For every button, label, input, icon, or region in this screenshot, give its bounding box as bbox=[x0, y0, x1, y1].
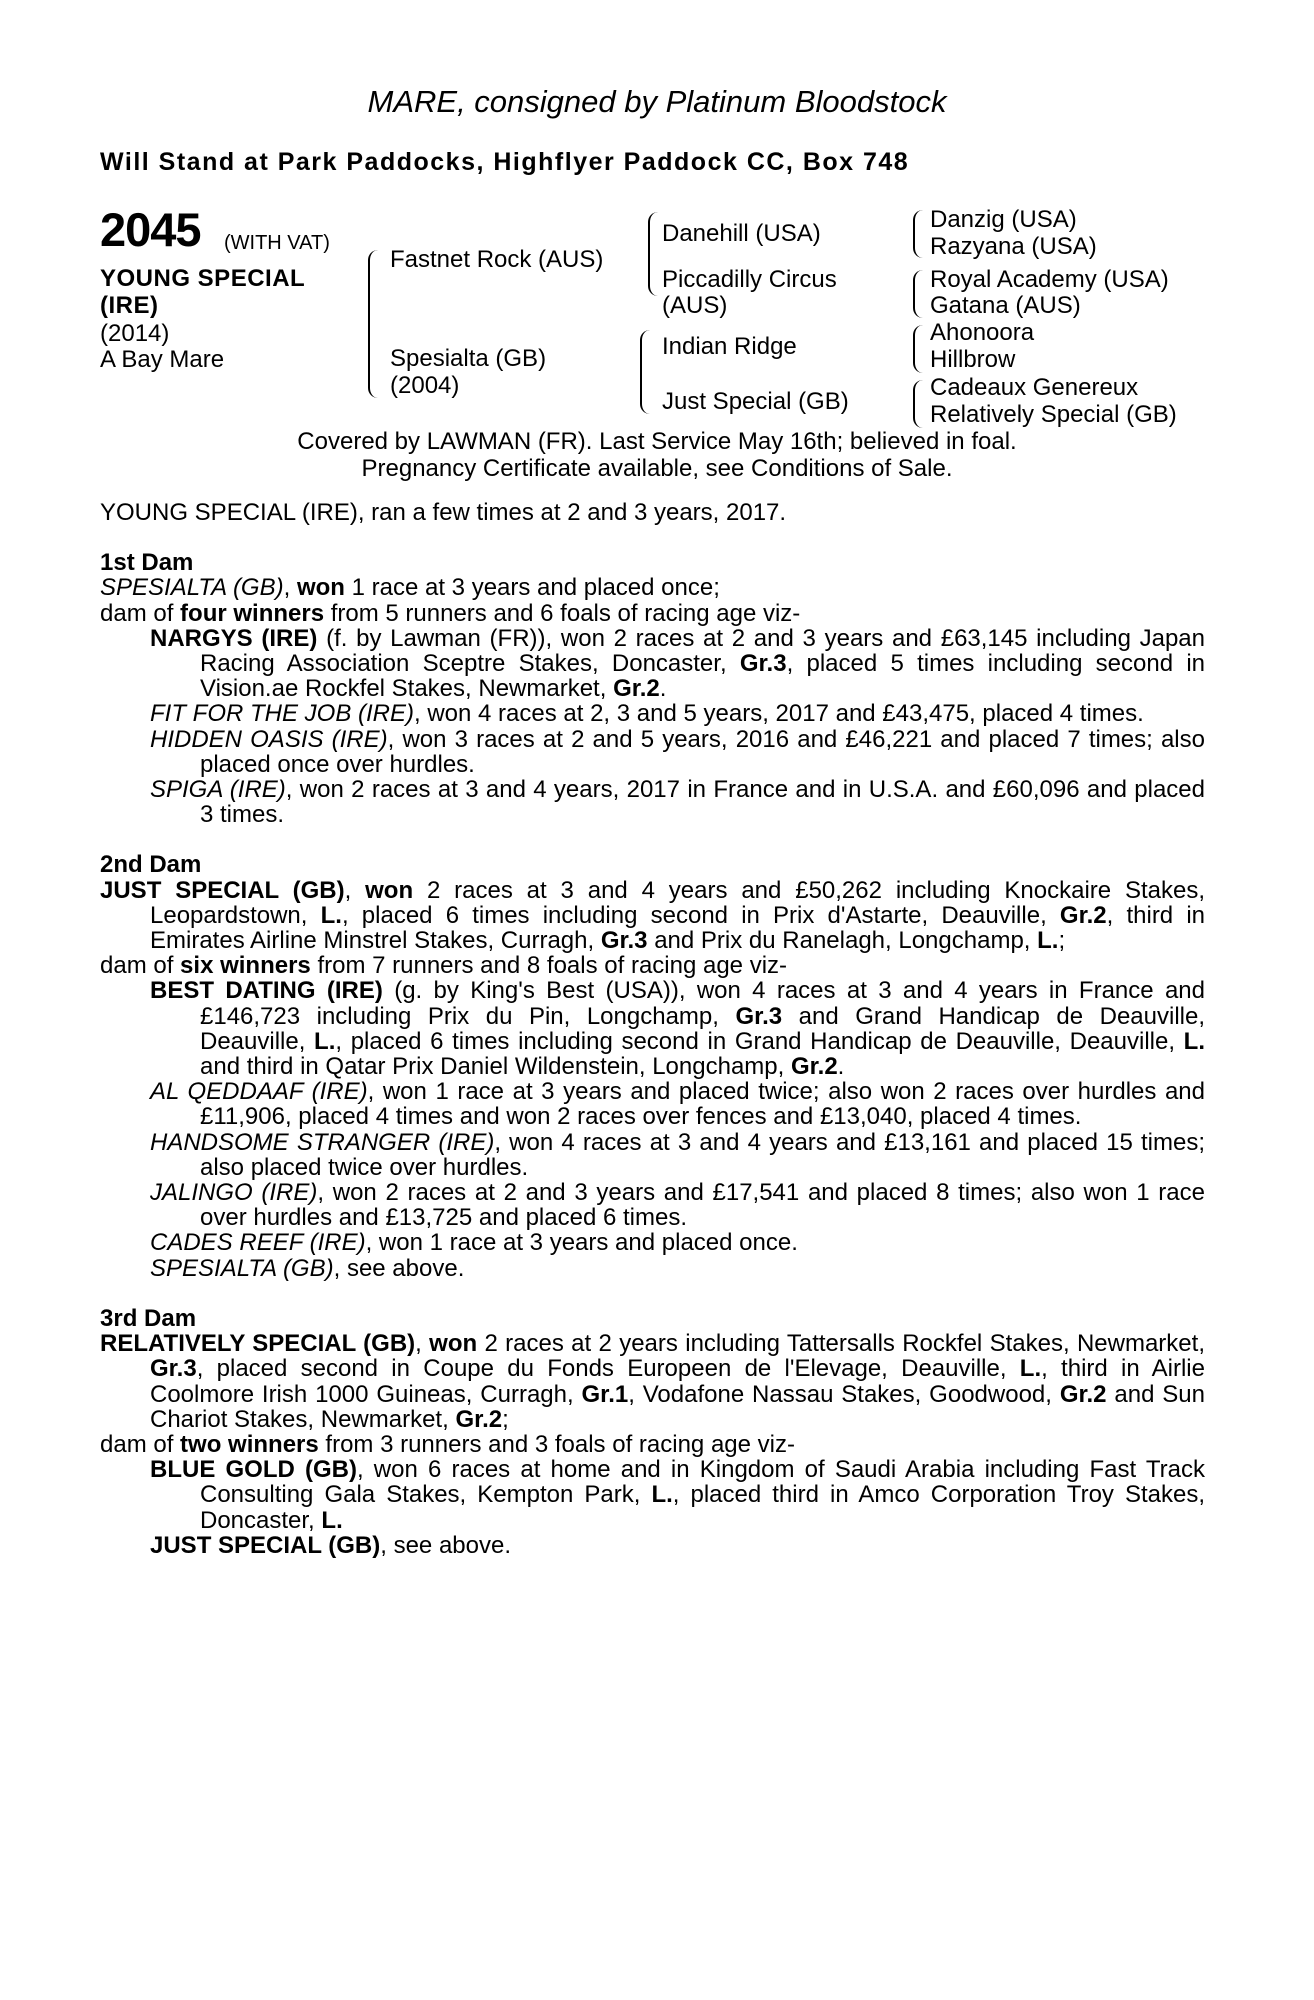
dam3-name: RELATIVELY SPECIAL (GB) bbox=[100, 1330, 416, 1358]
dam2-p1-e: . bbox=[837, 1053, 845, 1081]
pedigree-brace-1 bbox=[368, 250, 379, 398]
pedigree-g6: Hillbrow bbox=[930, 346, 1016, 373]
dam3-damof-post: from 3 runners and 3 foals of racing age viz- bbox=[318, 1430, 795, 1458]
foaling-year: (2014) bbox=[100, 320, 170, 347]
pedigree-g3: Royal Academy (USA) bbox=[930, 266, 1169, 293]
dam2-r-b: , placed 6 times including second in Prix d'Astarte, Deauville, bbox=[341, 901, 1060, 929]
pedigree-g7: Cadeaux Genereux bbox=[930, 374, 1139, 401]
dam2-p2-text: , won 1 race at 3 years and placed twice; also won 2 races over hurdles and £11,906, placed 4 times and won 2 races over fences and £13,040, placed 4 times. bbox=[200, 1078, 1205, 1131]
dam2-p6-name: SPESIALTA (GB) bbox=[150, 1254, 334, 1282]
dam2-winners: six winners bbox=[180, 952, 311, 980]
horse-name-main: YOUNG SPECIAL bbox=[100, 265, 306, 292]
dam2-p3-name: HANDSOME STRANGER (IRE) bbox=[150, 1128, 495, 1156]
dam2-p4-name: JALINGO (IRE) bbox=[150, 1179, 318, 1207]
dam1-damof-post: from 5 runners and 6 foals of racing age viz- bbox=[324, 599, 801, 627]
pedigree-dam-sire: Indian Ridge bbox=[662, 333, 797, 360]
pedigree-g2: Razyana (USA) bbox=[930, 233, 1097, 260]
pedigree-sire-sire: Danehill (USA) bbox=[662, 220, 821, 247]
dam1-record: SPESIALTA (GB), won 1 race at 3 years and placed once; bbox=[100, 574, 720, 602]
dam2-r-e: ; bbox=[1058, 927, 1066, 955]
horse-description: A Bay Mare bbox=[100, 346, 225, 373]
dam1-p2-name: FIT FOR THE JOB (IRE) bbox=[150, 700, 414, 728]
dam1-produce-2 bbox=[100, 701, 1205, 726]
pedigree-brace-3d bbox=[913, 380, 924, 428]
dam1-p4-name: SPIGA (IRE) bbox=[150, 776, 286, 804]
dam2-name: JUST SPECIAL (GB) bbox=[100, 876, 345, 904]
dam2-produce-1 bbox=[100, 978, 1205, 1079]
pedigree-g8: Relatively Special (GB) bbox=[930, 401, 1177, 428]
dam2-p4-text: , won 2 races at 2 and 3 years and £17,541 and placed 8 times; also won 1 race over hurdles and £13,725 and placed 6 times. bbox=[200, 1179, 1205, 1232]
dam1-p1-a: (f. by Lawman (FR)), won 2 races at 2 and 3 years and £63,145 including Japan Racing Association Sceptre Stakes, Doncaster, bbox=[200, 624, 1206, 678]
dam1-won: won bbox=[296, 574, 345, 602]
pedigree-dam: Spesialta (GB) bbox=[390, 345, 547, 372]
pedigree-g1: Danzig (USA) bbox=[930, 206, 1077, 233]
dam2-p1-c: , placed 6 times including second in Grand Handicap de Deauville, Deauville, bbox=[335, 1027, 1184, 1055]
dam2-record: JUST SPECIAL (GB), won 2 races at 3 and 4 years and £50,262 including Knockaire Stakes, Leopardstown, L., placed 6 times including second in Prix d'Astarte, Deauville, Gr.2, third in Emirates Airline Minstrel Stakes, Curragh, Gr.3 and Prix du Ranelagh, Longchamp, L.; bbox=[100, 876, 1206, 955]
grade-badge: Gr.2 bbox=[613, 675, 660, 703]
dam1-p3-text: , won 3 races at 2 and 5 years, 2016 and £46,221 and placed 7 times; also placed once over hurdles. bbox=[200, 725, 1205, 778]
dam2-produce-2 bbox=[100, 1079, 1205, 1129]
dam2-p1-name: BEST DATING (IRE) bbox=[150, 977, 383, 1005]
dam1-name: SPESIALTA (GB) bbox=[100, 574, 284, 602]
consignment-line: MARE, consigned by Platinum Bloodstock bbox=[367, 84, 947, 119]
dam1-p1-name: NARGYS (IRE) bbox=[150, 624, 318, 652]
vat-note: (WITH VAT) bbox=[224, 232, 330, 254]
dam1-p4-text: , won 2 races at 3 and 4 years, 2017 in France and in U.S.A. and £60,096 and placed 3 times. bbox=[200, 776, 1205, 829]
listed-badge: L. bbox=[1019, 1355, 1042, 1383]
dam3-p1-a: , won 6 races at home and in Kingdom of Saudi Arabia including Fast Track Consulting Gala Stakes, Kempton Park, bbox=[200, 1456, 1205, 1509]
dam2-r-c: , third in Emirates Airline Minstrel Stakes, Curragh, bbox=[150, 901, 1206, 955]
listed-badge: L. bbox=[1037, 927, 1059, 955]
pedigree-sire-dam-suffix: (AUS) bbox=[662, 292, 728, 319]
dam2-produce-5 bbox=[100, 1230, 1205, 1255]
dam2-produce-summary bbox=[100, 953, 1205, 978]
dam2-r-a: 2 races at 3 and 4 years and £50,262 including Knockaire Stakes, Leopardstown, bbox=[150, 876, 1205, 929]
dam2-damof: dam of bbox=[100, 952, 181, 980]
dam3-r-c: , third in Airlie Coolmore Irish 1000 Guineas, Curragh, bbox=[150, 1355, 1205, 1408]
grade-badge: Gr.2 bbox=[790, 1053, 838, 1081]
pedigree-brace-2a bbox=[648, 212, 659, 296]
intro-line: YOUNG SPECIAL (IRE), ran a few times at 2 and 3 years, 2017. bbox=[100, 499, 787, 526]
pedigree-brace-2b bbox=[640, 330, 651, 414]
dam3-produce-2 bbox=[100, 1533, 1205, 1558]
dam2-r-d: and Prix du Ranelagh, Longchamp, bbox=[647, 927, 1038, 955]
listed-badge: L. bbox=[314, 1027, 336, 1055]
dam1-p2-text: , won 4 races at 2, 3 and 5 years, 2017 and £43,475, placed 4 times. bbox=[414, 700, 1144, 728]
dam1-produce-summary bbox=[100, 601, 1205, 626]
lot-number: 2045 bbox=[100, 203, 201, 256]
dam3-r-d: , Vodafone Nassau Stakes, Goodwood, bbox=[628, 1380, 1060, 1408]
dam2-p1-d: and third in Qatar Prix Daniel Wildenstein, Longchamp, bbox=[200, 1053, 791, 1081]
dam3-r-e: and Sun Chariot Stakes, Newmarket, bbox=[150, 1380, 1205, 1433]
pedigree-sire: Fastnet Rock (AUS) bbox=[390, 246, 604, 273]
dam1-damof: dam of bbox=[100, 599, 181, 627]
dam3-winners: two winners bbox=[180, 1430, 319, 1458]
pedigree-brace-3c bbox=[913, 325, 924, 373]
listed-badge: L. bbox=[1183, 1027, 1205, 1055]
dam2-won: won bbox=[365, 876, 414, 904]
pedigree-sire-dam: Piccadilly Circus bbox=[662, 266, 837, 293]
dam3-produce-1 bbox=[100, 1457, 1205, 1533]
dam2-produce-6 bbox=[100, 1256, 1205, 1281]
grade-badge: Gr.3 bbox=[600, 927, 648, 955]
pedigree-g5: Ahonoora bbox=[930, 319, 1035, 346]
dam3-p1-name: BLUE GOLD (GB) bbox=[150, 1456, 357, 1484]
pedigree-dam-dam: Just Special (GB) bbox=[662, 388, 849, 415]
grade-badge: Gr.2 bbox=[1059, 1380, 1107, 1408]
pedigree-g4: Gatana (AUS) bbox=[930, 292, 1081, 319]
covering-note bbox=[0, 428, 1314, 482]
listed-badge: L. bbox=[651, 1481, 673, 1509]
dam2-damof-post: from 7 runners and 8 foals of racing age viz- bbox=[310, 952, 788, 980]
dam1-produce-3 bbox=[100, 727, 1205, 777]
grade-badge: Gr.3 bbox=[735, 1002, 783, 1030]
listed-badge: L. bbox=[320, 901, 342, 929]
dam3-produce-summary bbox=[100, 1432, 1205, 1457]
covering-line-1: Covered by LAWMAN (FR). Last Service May 16th; believed in foal. bbox=[297, 428, 1017, 455]
catalogue-text bbox=[100, 500, 1205, 1558]
dam3-p2-text: , see above. bbox=[380, 1531, 512, 1559]
grade-badge: Gr.2 bbox=[1059, 901, 1107, 929]
dam1-p1-b: , placed 5 times including second in Vision.ae Rockfel Stakes, Newmarket, bbox=[200, 650, 1205, 703]
dam1-p1-c: . bbox=[659, 675, 667, 703]
dam1-winners: four winners bbox=[180, 599, 325, 627]
dam1-heading: 1st Dam bbox=[100, 549, 194, 577]
pedigree-brace-3a bbox=[913, 210, 924, 258]
covering-line-2: Pregnancy Certificate available, see Conditions of Sale. bbox=[361, 455, 953, 482]
dam2-p6-text: , see above. bbox=[333, 1254, 465, 1282]
dam2-p5-text: , won 1 race at 3 years and placed once. bbox=[365, 1229, 798, 1257]
grade-badge: Gr.3 bbox=[150, 1355, 197, 1383]
dam2-p1-b: and Grand Handicap de Deauville, Deauville, bbox=[200, 1002, 1205, 1055]
stand-location: Will Stand at Park Paddocks, Highflyer Paddock CC, Box 748 bbox=[100, 148, 910, 176]
dam2-p2-name: AL QEDDAAF (IRE) bbox=[150, 1078, 368, 1106]
dam3-p2-name: JUST SPECIAL (GB) bbox=[150, 1531, 381, 1559]
grade-badge: Gr.2 bbox=[455, 1405, 503, 1433]
dam2-produce-3 bbox=[100, 1130, 1205, 1180]
dam3-p1-b: , placed third in Amco Corporation Troy Stakes, Doncaster, bbox=[200, 1481, 1205, 1534]
horse-name-suffix: (IRE) bbox=[100, 292, 159, 319]
dam3-damof: dam of bbox=[100, 1430, 181, 1458]
dam3-record: RELATIVELY SPECIAL (GB), won 2 races at 2 years including Tattersalls Rockfel Stakes, Newmarket, Gr.3, placed second in Coupe du Fonds Europeen de l'Elevage, Deauville, L., third in Airlie Coolmore Irish 1000 Guineas, Curragh, Gr.1, Vodafone Nassau Stakes, Goodwood, Gr.2 and Sun Chariot Stakes, Newmarket, Gr.2; bbox=[100, 1330, 1205, 1433]
pedigree-brace-3b bbox=[913, 270, 924, 318]
listed-badge: L. bbox=[321, 1506, 343, 1534]
dam3-r-f: ; bbox=[502, 1405, 509, 1433]
grade-badge: Gr.1 bbox=[581, 1380, 629, 1408]
dam2-p1-a: (g. by King's Best (USA)), won 4 races at 3 and 4 years in France and £146,723 including Prix du Pin, Longchamp, bbox=[200, 977, 1206, 1030]
dam1-p3-name: HIDDEN OASIS (IRE) bbox=[150, 725, 388, 753]
dam1-produce-1 bbox=[100, 626, 1205, 702]
dam1-record-text: 1 race at 3 years and placed once; bbox=[344, 574, 720, 602]
dam2-p3-text: , won 4 races at 3 and 4 years and £13,161 and placed 15 times; also placed twice over hurdles. bbox=[200, 1128, 1205, 1181]
dam2-heading: 2nd Dam bbox=[100, 851, 202, 879]
horse-name bbox=[100, 265, 340, 319]
dam2-p5-name: CADES REEF (IRE) bbox=[150, 1229, 366, 1257]
pedigree-dam-year: (2004) bbox=[390, 372, 460, 399]
dam3-r-a: 2 races at 2 years including Tattersalls Rockfel Stakes, Newmarket, bbox=[477, 1330, 1205, 1358]
dam3-heading: 3rd Dam bbox=[100, 1304, 197, 1332]
dam1-produce-4 bbox=[100, 777, 1205, 827]
dam2-produce-4 bbox=[100, 1180, 1205, 1230]
grade-badge: Gr.3 bbox=[739, 650, 787, 678]
dam3-r-b: , placed second in Coupe du Fonds Europeen de l'Elevage, Deauville, bbox=[196, 1355, 1020, 1383]
dam3-won: won bbox=[429, 1330, 478, 1358]
